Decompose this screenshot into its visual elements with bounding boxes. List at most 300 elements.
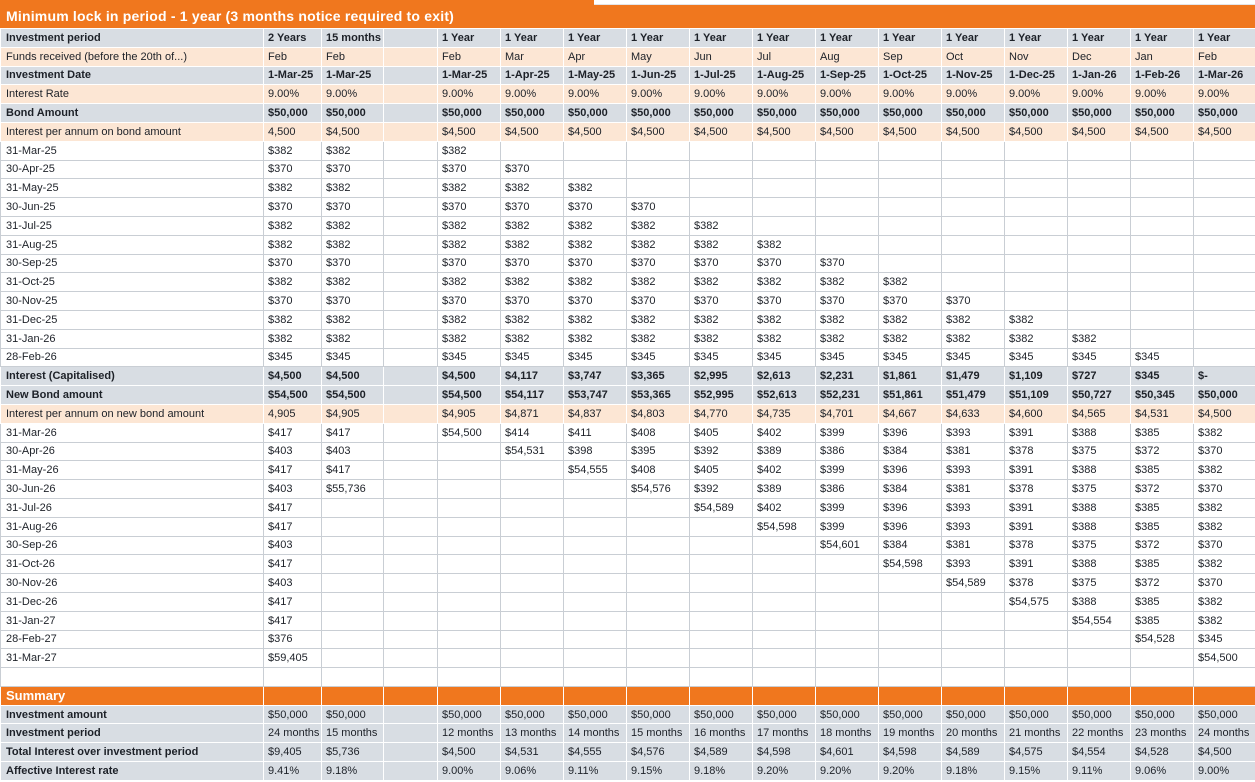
cell[interactable]: $391	[1005, 461, 1068, 480]
cell[interactable]: $370	[501, 160, 564, 179]
cell[interactable]	[1131, 141, 1194, 160]
cell[interactable]: $375	[1068, 442, 1131, 461]
cell[interactable]: $4,565	[1068, 404, 1131, 423]
cell[interactable]: 1-Jul-25	[690, 66, 753, 85]
row-label[interactable]: Investment Date	[1, 66, 264, 85]
cell[interactable]: $54,554	[1068, 611, 1131, 630]
cell[interactable]: $402	[753, 498, 816, 517]
cell[interactable]	[384, 630, 438, 649]
cell[interactable]: $370	[627, 254, 690, 273]
cell[interactable]	[1131, 235, 1194, 254]
cell[interactable]	[564, 555, 627, 574]
cell[interactable]: $4,500	[564, 122, 627, 141]
cell[interactable]: 1 Year	[1005, 29, 1068, 48]
cell[interactable]	[1194, 329, 1255, 348]
cell[interactable]: $4,905	[322, 404, 384, 423]
cell[interactable]: Feb	[438, 47, 501, 66]
cell[interactable]	[1131, 254, 1194, 273]
cell[interactable]	[564, 668, 627, 687]
cell[interactable]: $4,905	[438, 404, 501, 423]
cell[interactable]: $50,000	[690, 705, 753, 724]
cell[interactable]	[627, 611, 690, 630]
cell[interactable]	[1194, 292, 1255, 311]
cell[interactable]: $9,405	[264, 743, 322, 762]
cell[interactable]: 21 months	[1005, 724, 1068, 743]
cell[interactable]: $50,000	[1131, 705, 1194, 724]
cell[interactable]: $4,500	[1194, 743, 1255, 762]
cell[interactable]: $382	[438, 310, 501, 329]
cell[interactable]: $382	[753, 329, 816, 348]
cell[interactable]: $391	[1005, 423, 1068, 442]
cell[interactable]: $382	[1194, 555, 1255, 574]
cell[interactable]: $345	[322, 348, 384, 367]
cell[interactable]: $370	[879, 292, 942, 311]
cell[interactable]: $54,576	[627, 480, 690, 499]
cell[interactable]: $382	[816, 329, 879, 348]
cell[interactable]: $50,000	[564, 705, 627, 724]
cell[interactable]	[627, 517, 690, 536]
cell[interactable]	[564, 517, 627, 536]
cell[interactable]	[1194, 198, 1255, 217]
cell[interactable]	[627, 179, 690, 198]
cell[interactable]	[1131, 179, 1194, 198]
cell[interactable]	[322, 649, 384, 668]
cell[interactable]: $370	[1194, 574, 1255, 593]
cell[interactable]: $370	[438, 292, 501, 311]
cell[interactable]: $3,365	[627, 367, 690, 386]
cell[interactable]: 9.18%	[942, 762, 1005, 781]
cell[interactable]: $385	[1131, 498, 1194, 517]
cell[interactable]: 9.00%	[753, 85, 816, 104]
cell[interactable]: $54,500	[1194, 649, 1255, 668]
cell[interactable]	[1005, 254, 1068, 273]
cell[interactable]: $51,479	[942, 386, 1005, 405]
cell[interactable]: $370	[1194, 480, 1255, 499]
row-label[interactable]: 31-Mar-27	[1, 649, 264, 668]
cell[interactable]: $4,500	[1194, 122, 1255, 141]
cell[interactable]: $54,589	[690, 498, 753, 517]
cell[interactable]	[322, 498, 384, 517]
cell[interactable]: 1 Year	[1131, 29, 1194, 48]
cell[interactable]	[1194, 141, 1255, 160]
cell[interactable]: $4,633	[942, 404, 1005, 423]
cell[interactable]: $50,000	[879, 705, 942, 724]
cell[interactable]: $4,598	[753, 743, 816, 762]
row-label[interactable]: 31-Oct-25	[1, 273, 264, 292]
cell[interactable]: $4,500	[942, 122, 1005, 141]
cell[interactable]	[816, 160, 879, 179]
cell[interactable]: $4,500	[690, 122, 753, 141]
cell[interactable]: $50,727	[1068, 386, 1131, 405]
cell[interactable]: $50,000	[438, 104, 501, 123]
cell[interactable]: $382	[438, 273, 501, 292]
cell[interactable]	[384, 517, 438, 536]
row-label[interactable]: 30-Sep-25	[1, 254, 264, 273]
cell[interactable]: $370	[564, 254, 627, 273]
cell[interactable]: $403	[264, 480, 322, 499]
cell[interactable]: $50,000	[1194, 705, 1255, 724]
cell[interactable]: $382	[264, 235, 322, 254]
cell[interactable]	[1194, 310, 1255, 329]
cell[interactable]: $4,555	[564, 743, 627, 762]
cell[interactable]: 9.00%	[1131, 85, 1194, 104]
cell[interactable]	[816, 555, 879, 574]
cell[interactable]	[816, 574, 879, 593]
cell[interactable]	[1068, 216, 1131, 235]
row-label[interactable]: 31-Jul-26	[1, 498, 264, 517]
row-label[interactable]: Interest Rate	[1, 85, 264, 104]
cell[interactable]: $382	[501, 216, 564, 235]
cell[interactable]	[1005, 141, 1068, 160]
cell[interactable]: 12 months	[438, 724, 501, 743]
cell[interactable]	[942, 160, 1005, 179]
cell[interactable]: $388	[1068, 461, 1131, 480]
cell[interactable]	[501, 141, 564, 160]
cell[interactable]	[1131, 329, 1194, 348]
cell[interactable]	[438, 649, 501, 668]
cell[interactable]	[384, 743, 438, 762]
cell[interactable]: 9.20%	[879, 762, 942, 781]
cell[interactable]	[1068, 160, 1131, 179]
cell[interactable]	[879, 198, 942, 217]
cell[interactable]: $370	[942, 292, 1005, 311]
cell[interactable]: $4,500	[1194, 404, 1255, 423]
cell[interactable]	[1194, 254, 1255, 273]
cell[interactable]	[501, 649, 564, 668]
cell[interactable]: $54,601	[816, 536, 879, 555]
cell[interactable]: 9.00%	[1005, 85, 1068, 104]
cell[interactable]	[384, 292, 438, 311]
cell[interactable]: $4,589	[690, 743, 753, 762]
cell[interactable]: $4,589	[942, 743, 1005, 762]
cell[interactable]	[1068, 235, 1131, 254]
cell[interactable]: $4,500	[753, 122, 816, 141]
cell[interactable]: $375	[1068, 574, 1131, 593]
cell[interactable]: $381	[942, 480, 1005, 499]
cell[interactable]: $52,613	[753, 386, 816, 405]
cell[interactable]: $50,000	[816, 104, 879, 123]
cell[interactable]: $345	[627, 348, 690, 367]
cell[interactable]	[879, 160, 942, 179]
cell[interactable]: $370	[501, 292, 564, 311]
cell[interactable]: 24 months	[264, 724, 322, 743]
cell[interactable]: $372	[1131, 574, 1194, 593]
cell[interactable]	[322, 517, 384, 536]
cell[interactable]: $382	[753, 310, 816, 329]
cell[interactable]	[942, 198, 1005, 217]
cell[interactable]: $4,871	[501, 404, 564, 423]
cell[interactable]: $370	[438, 254, 501, 273]
cell[interactable]	[384, 574, 438, 593]
cell[interactable]	[1194, 216, 1255, 235]
row-label[interactable]: Bond Amount	[1, 104, 264, 123]
cell[interactable]	[879, 592, 942, 611]
cell[interactable]: $382	[942, 329, 1005, 348]
cell[interactable]: $398	[564, 442, 627, 461]
cell[interactable]: $370	[627, 292, 690, 311]
row-label[interactable]: Funds received (before the 20th of...)	[1, 47, 264, 66]
cell[interactable]	[384, 611, 438, 630]
cell[interactable]	[816, 592, 879, 611]
cell[interactable]: 9.00%	[438, 762, 501, 781]
cell[interactable]	[322, 611, 384, 630]
cell[interactable]	[753, 630, 816, 649]
cell[interactable]: 9.20%	[753, 762, 816, 781]
cell[interactable]	[753, 668, 816, 687]
cell[interactable]	[564, 592, 627, 611]
cell[interactable]: $4,531	[1131, 404, 1194, 423]
cell[interactable]	[690, 686, 753, 705]
cell[interactable]: $50,000	[627, 104, 690, 123]
row-label[interactable]: 31-Oct-26	[1, 555, 264, 574]
cell[interactable]: 1-Feb-26	[1131, 66, 1194, 85]
cell[interactable]	[438, 480, 501, 499]
cell[interactable]	[879, 686, 942, 705]
cell[interactable]: $402	[753, 461, 816, 480]
cell[interactable]	[322, 555, 384, 574]
cell[interactable]: $396	[879, 517, 942, 536]
cell[interactable]: 15 months	[627, 724, 690, 743]
cell[interactable]: $345	[879, 348, 942, 367]
cell[interactable]: 1-Mar-25	[322, 66, 384, 85]
cell[interactable]: $388	[1068, 498, 1131, 517]
cell[interactable]: $2,995	[690, 367, 753, 386]
cell[interactable]: 23 months	[1131, 724, 1194, 743]
cell[interactable]	[942, 611, 1005, 630]
cell[interactable]: 1-Oct-25	[879, 66, 942, 85]
cell[interactable]	[1131, 292, 1194, 311]
cell[interactable]	[627, 630, 690, 649]
cell[interactable]: $384	[879, 536, 942, 555]
cell[interactable]: $4,803	[627, 404, 690, 423]
cell[interactable]: $2,231	[816, 367, 879, 386]
cell[interactable]: $370	[753, 254, 816, 273]
cell[interactable]: $727	[1068, 367, 1131, 386]
cell[interactable]	[1131, 273, 1194, 292]
cell[interactable]	[384, 85, 438, 104]
cell[interactable]	[1068, 292, 1131, 311]
cell[interactable]: $54,500	[438, 423, 501, 442]
cell[interactable]: $382	[501, 329, 564, 348]
cell[interactable]: $382	[322, 235, 384, 254]
cell[interactable]	[384, 29, 438, 48]
cell[interactable]: $382	[690, 273, 753, 292]
cell[interactable]: $372	[1131, 536, 1194, 555]
cell[interactable]: $385	[1131, 555, 1194, 574]
cell[interactable]: $50,000	[438, 705, 501, 724]
cell[interactable]	[627, 574, 690, 593]
cell[interactable]: $50,000	[753, 705, 816, 724]
cell[interactable]	[384, 762, 438, 781]
cell[interactable]: $51,109	[1005, 386, 1068, 405]
cell[interactable]: $50,000	[1131, 104, 1194, 123]
cell[interactable]	[264, 668, 322, 687]
cell[interactable]	[501, 686, 564, 705]
cell[interactable]	[1005, 630, 1068, 649]
cell[interactable]	[1068, 273, 1131, 292]
cell[interactable]	[438, 442, 501, 461]
cell[interactable]: $51,861	[879, 386, 942, 405]
cell[interactable]: $4,500	[501, 122, 564, 141]
cell[interactable]	[384, 367, 438, 386]
cell[interactable]: $345	[264, 348, 322, 367]
row-label[interactable]: 31-May-25	[1, 179, 264, 198]
cell[interactable]	[753, 216, 816, 235]
cell[interactable]: $50,000	[264, 104, 322, 123]
cell[interactable]: 18 months	[816, 724, 879, 743]
cell[interactable]	[501, 555, 564, 574]
cell[interactable]: 15 months	[322, 724, 384, 743]
cell[interactable]	[1194, 273, 1255, 292]
cell[interactable]	[438, 555, 501, 574]
cell[interactable]	[384, 480, 438, 499]
cell[interactable]	[753, 555, 816, 574]
cell[interactable]	[690, 630, 753, 649]
cell[interactable]	[564, 480, 627, 499]
cell[interactable]	[753, 649, 816, 668]
cell[interactable]	[384, 386, 438, 405]
cell[interactable]	[438, 686, 501, 705]
cell[interactable]	[690, 141, 753, 160]
row-label[interactable]: 31-May-26	[1, 461, 264, 480]
cell[interactable]: $345	[690, 348, 753, 367]
cell[interactable]: $382	[1194, 592, 1255, 611]
cell[interactable]: 13 months	[501, 724, 564, 743]
cell[interactable]: $4,528	[1131, 743, 1194, 762]
cell[interactable]	[627, 160, 690, 179]
cell[interactable]	[322, 668, 384, 687]
cell[interactable]: $50,000	[564, 104, 627, 123]
cell[interactable]: $382	[564, 273, 627, 292]
cell[interactable]: $382	[322, 273, 384, 292]
cell[interactable]: $391	[1005, 555, 1068, 574]
cell[interactable]	[690, 649, 753, 668]
cell[interactable]: $385	[1131, 517, 1194, 536]
cell[interactable]: $345	[564, 348, 627, 367]
cell[interactable]: $345	[816, 348, 879, 367]
cell[interactable]: $382	[264, 310, 322, 329]
cell[interactable]: $393	[942, 423, 1005, 442]
cell[interactable]	[322, 574, 384, 593]
cell[interactable]	[879, 630, 942, 649]
cell[interactable]	[384, 310, 438, 329]
cell[interactable]: 20 months	[942, 724, 1005, 743]
cell[interactable]	[384, 104, 438, 123]
cell[interactable]: $54,528	[1131, 630, 1194, 649]
cell[interactable]: $-	[1194, 367, 1255, 386]
cell[interactable]: $388	[1068, 423, 1131, 442]
cell[interactable]: $370	[501, 198, 564, 217]
cell[interactable]: $382	[438, 235, 501, 254]
cell[interactable]: $4,531	[501, 743, 564, 762]
cell[interactable]: $393	[942, 555, 1005, 574]
cell[interactable]	[384, 498, 438, 517]
cell[interactable]: $382	[753, 235, 816, 254]
cell[interactable]	[1005, 216, 1068, 235]
row-label[interactable]: Summary	[1, 686, 264, 705]
cell[interactable]: $396	[879, 498, 942, 517]
cell[interactable]: 9.00%	[564, 85, 627, 104]
cell[interactable]	[627, 686, 690, 705]
cell[interactable]: $399	[816, 461, 879, 480]
cell[interactable]: $385	[1131, 461, 1194, 480]
cell[interactable]	[879, 668, 942, 687]
row-label[interactable]: 31-Jan-27	[1, 611, 264, 630]
cell[interactable]: $408	[627, 423, 690, 442]
cell[interactable]: $54,500	[264, 386, 322, 405]
cell[interactable]: $4,600	[1005, 404, 1068, 423]
cell[interactable]: $388	[1068, 592, 1131, 611]
cell[interactable]: $395	[627, 442, 690, 461]
cell[interactable]	[816, 668, 879, 687]
cell[interactable]: $403	[322, 442, 384, 461]
cell[interactable]: 1-Nov-25	[942, 66, 1005, 85]
cell[interactable]	[501, 630, 564, 649]
cell[interactable]	[1005, 686, 1068, 705]
cell[interactable]	[627, 592, 690, 611]
cell[interactable]: $375	[1068, 536, 1131, 555]
cell[interactable]	[564, 160, 627, 179]
cell[interactable]	[1194, 668, 1255, 687]
cell[interactable]: $388	[1068, 555, 1131, 574]
cell[interactable]	[564, 630, 627, 649]
cell[interactable]: $375	[1068, 480, 1131, 499]
cell[interactable]: $417	[264, 461, 322, 480]
cell[interactable]: $345	[1194, 630, 1255, 649]
cell[interactable]	[564, 611, 627, 630]
cell[interactable]: $4,837	[564, 404, 627, 423]
cell[interactable]	[942, 254, 1005, 273]
cell[interactable]	[384, 273, 438, 292]
cell[interactable]	[384, 404, 438, 423]
cell[interactable]: 9.00%	[816, 85, 879, 104]
cell[interactable]: $53,747	[564, 386, 627, 405]
cell[interactable]	[1194, 160, 1255, 179]
cell[interactable]: $54,598	[879, 555, 942, 574]
cell[interactable]: $417	[264, 555, 322, 574]
cell[interactable]	[384, 66, 438, 85]
cell[interactable]	[438, 630, 501, 649]
cell[interactable]: $4,500	[879, 122, 942, 141]
cell[interactable]: Jun	[690, 47, 753, 66]
cell[interactable]: $417	[322, 423, 384, 442]
cell[interactable]: $382	[1005, 329, 1068, 348]
cell[interactable]: $4,500	[438, 122, 501, 141]
cell[interactable]	[1068, 630, 1131, 649]
cell[interactable]	[1068, 141, 1131, 160]
cell[interactable]	[753, 611, 816, 630]
cell[interactable]: 1 Year	[627, 29, 690, 48]
cell[interactable]: $382	[1194, 517, 1255, 536]
cell[interactable]	[1068, 179, 1131, 198]
cell[interactable]: $50,000	[501, 705, 564, 724]
cell[interactable]: 9.00%	[627, 85, 690, 104]
cell[interactable]: $4,500	[627, 122, 690, 141]
cell[interactable]: $50,000	[322, 705, 384, 724]
cell[interactable]: $54,531	[501, 442, 564, 461]
cell[interactable]	[942, 273, 1005, 292]
cell[interactable]: $382	[879, 310, 942, 329]
cell[interactable]	[753, 198, 816, 217]
row-label[interactable]: Interest (Capitalised)	[1, 367, 264, 386]
cell[interactable]: $4,500	[1005, 122, 1068, 141]
cell[interactable]: $382	[627, 235, 690, 254]
cell[interactable]	[816, 611, 879, 630]
cell[interactable]: 2 Years	[264, 29, 322, 48]
cell[interactable]: 1 Year	[753, 29, 816, 48]
cell[interactable]: $382	[501, 179, 564, 198]
cell[interactable]: $370	[816, 254, 879, 273]
